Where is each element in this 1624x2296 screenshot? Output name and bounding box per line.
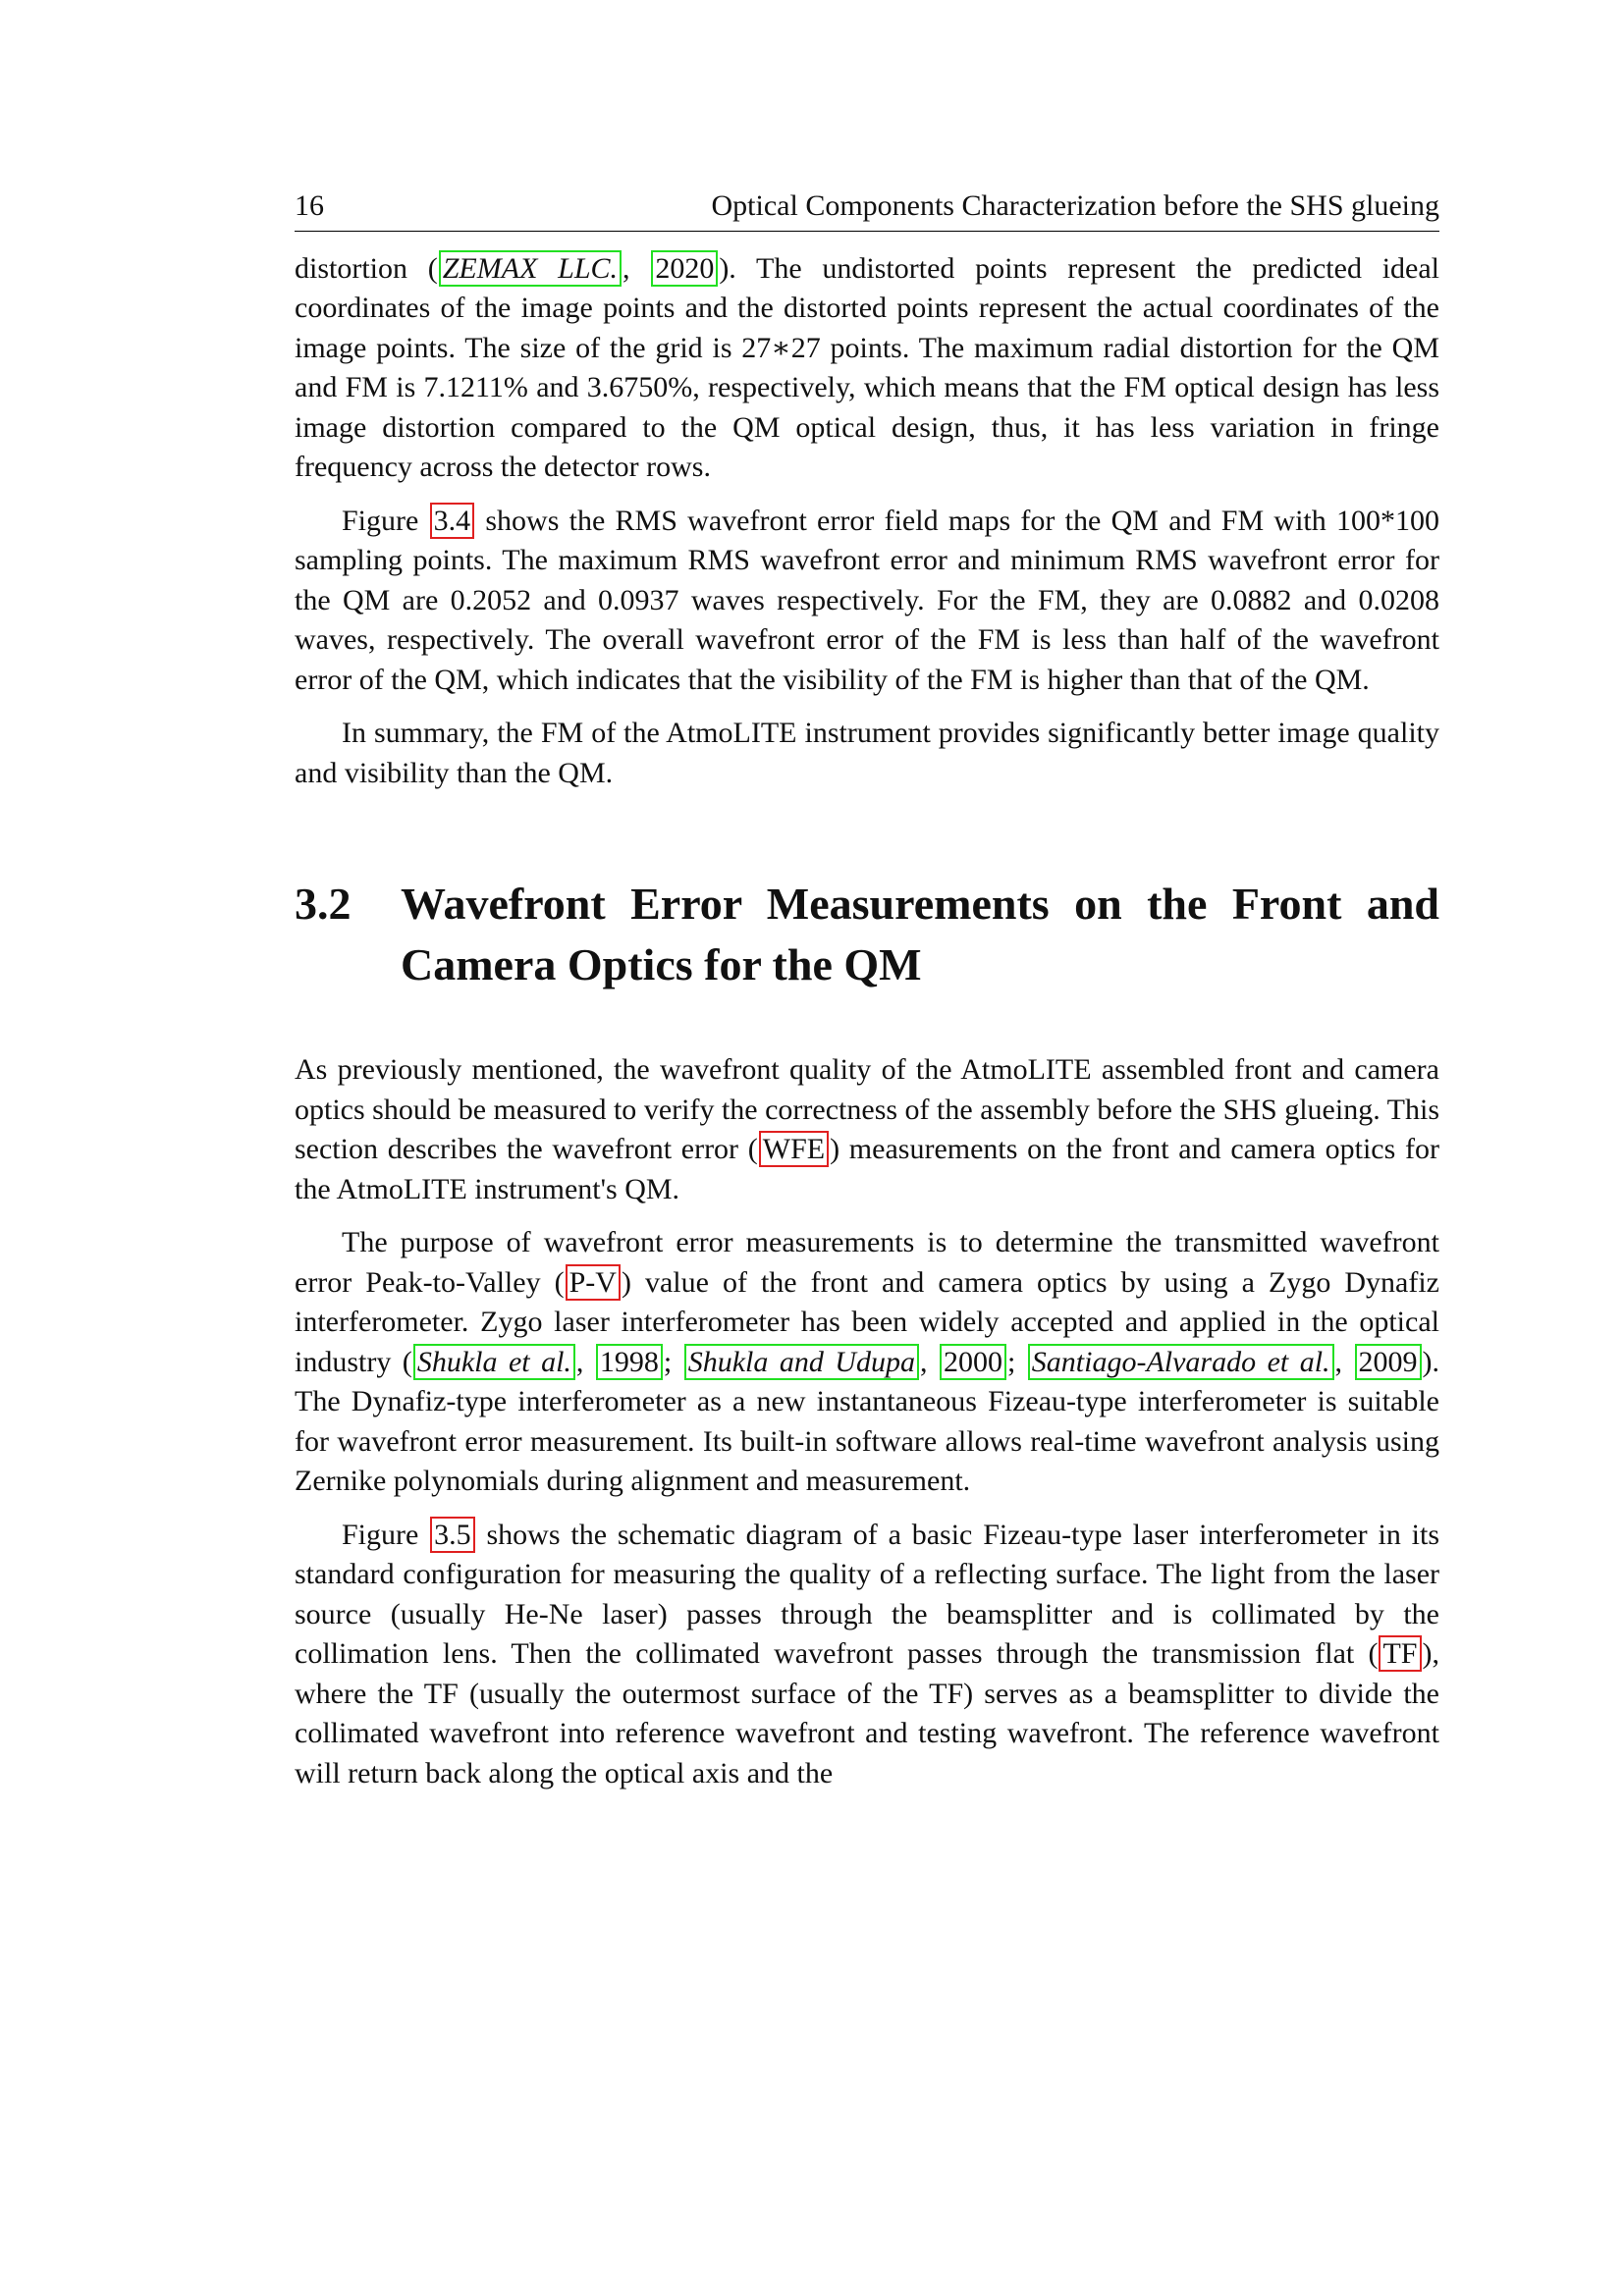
paragraph-fizeau (295, 1516, 1439, 1794)
text-run: ). The Dynafiz-type interferometer as a new instantaneous Fizeau-type interferometer is suitable for wavefront error measurement. Its built-in software allows real-time wavefront analysis using Zernike polynomials during alignment and measurement. (295, 1345, 1440, 1497)
citation-zemax-author[interactable]: ZEMAX LLC. (439, 250, 622, 287)
citation-zemax-year[interactable]: 2020 (651, 250, 718, 287)
text-run: ) measurements on the front and camera optics for the AtmoLITE instrument's QM. (295, 1133, 1439, 1205)
citation-shukla-udupa-author[interactable]: Shukla and Udupa (684, 1344, 919, 1380)
figure-ref-3-4[interactable]: 3.4 (430, 503, 475, 539)
section-title: Wavefront Error Measurements on the Front and Camera Optics for the QM (401, 879, 1439, 989)
acronym-link-pv[interactable]: P-V (566, 1264, 621, 1301)
text-run: Figure (342, 1518, 430, 1551)
text-run: ). The undistorted points represent the predicted ideal coordinates of the image points and the distorted points represent the actual coordinates of the image points. The size of the grid is 27∗27 points. The maximum radial distortion for the QM and FM is 7.1211% and 3.6750%, respectively, which means that the FM optical design has less image distortion compared to the QM optical design, thus, it has less variation in fringe frequency across the detector rows. (295, 251, 1440, 483)
citation-shukla-1998-author[interactable]: Shukla et al. (413, 1344, 575, 1380)
paragraph-purpose (295, 1223, 1439, 1502)
paragraph-rms-maps (295, 502, 1439, 701)
text-run: ; (663, 1345, 683, 1378)
text-run: , (919, 1345, 939, 1378)
paragraph-intro (295, 1050, 1439, 1209)
page (295, 187, 1439, 1807)
text-run: ; (1006, 1345, 1027, 1378)
text-run: , (575, 1345, 595, 1378)
citation-santiago-alvarado-author[interactable]: Santiago-Alvarado et al. (1028, 1344, 1334, 1380)
text-run: , (1334, 1345, 1354, 1378)
running-head (295, 187, 1439, 232)
text-run: Figure (342, 504, 429, 537)
chapter-title: Optical Components Characterization before the SHS glueing (711, 189, 1439, 222)
citation-santiago-alvarado-year[interactable]: 2009 (1355, 1344, 1422, 1380)
section-heading (295, 874, 1439, 995)
text-run: ) value of the front and camera optics by using a Zygo Dynafiz interferometer. Zygo laser interferometer has been widely accepted and applied in the optical industry ( (295, 1265, 1439, 1378)
text-run: ), where the TF (usually the outermost surface of the TF) serves as a beamsplitter to divide the collimated wavefront into reference wavefront and testing wavefront. The reference wavefront will return back along the optical axis and the (295, 1637, 1439, 1789)
section-number: 3.2 (295, 879, 352, 929)
citation-shukla-udupa-year[interactable]: 2000 (940, 1344, 1006, 1380)
paragraph-distortion (295, 249, 1439, 488)
figure-ref-3-5[interactable]: 3.5 (430, 1517, 475, 1553)
acronym-link-wfe[interactable]: WFE (759, 1131, 829, 1167)
page-number: 16 (295, 189, 324, 222)
text-run: distortion ( (295, 251, 438, 285)
text-run: , (623, 251, 651, 285)
paragraph-summary (295, 714, 1439, 793)
text-run: In summary, the FM of the AtmoLITE instrument provides significantly better image quality and visibility than the QM. (295, 717, 1439, 789)
acronym-link-tf[interactable]: TF (1379, 1635, 1421, 1672)
text-run: As previously mentioned, the wavefront quality of the AtmoLITE assembled front and camera optics should be measured to verify the correctness of the assembly before the SHS glueing. This section describes the wavefront error ( (295, 1053, 1439, 1165)
text-run: shows the schematic diagram of a basic Fizeau-type laser interferometer in its standard configuration for measuring the quality of a reflecting surface. The light from the laser source (usually He-Ne laser) passes through the beamsplitter and is collimated by the collimation lens. Then the collimated wavefront passes through the transmission flat ( (295, 1518, 1440, 1670)
text-run: The purpose of wavefront error measurements is to determine the transmitted wavefront error Peak-to-Valley ( (295, 1226, 1439, 1299)
citation-shukla-1998-year[interactable]: 1998 (596, 1344, 663, 1380)
text-run: shows the RMS wavefront error field maps for the QM and FM with 100*100 sampling points. The maximum RMS wavefront error and minimum RMS wavefront error for the QM are 0.2052 and 0.0937 waves respectively. For the FM, they are 0.0882 and 0.0208 waves, respectively. The overall wavefront error of the FM is less than half of the wavefront error of the QM, which indicates that the visibility of the FM is higher than that of the QM. (295, 504, 1439, 696)
